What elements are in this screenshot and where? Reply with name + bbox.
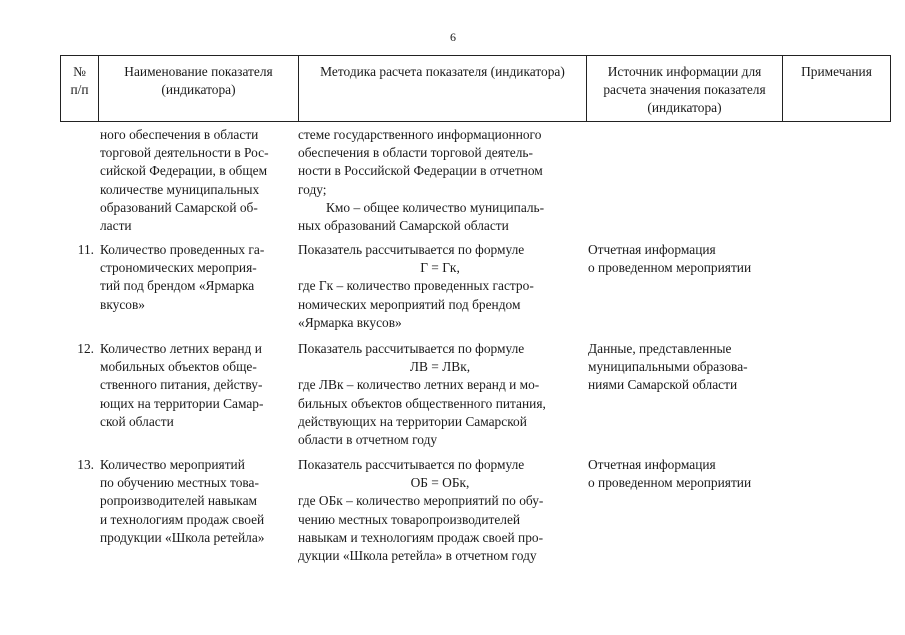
cont-name-cell	[100, 126, 294, 235]
source-cell	[588, 456, 788, 492]
header-num	[61, 56, 99, 122]
header-source-line: (индикатора)	[647, 100, 722, 116]
method-cell	[298, 456, 582, 565]
source-line: о проведенном мероприятии	[588, 475, 752, 491]
cont-name-line: образований Самарской об-	[100, 199, 258, 215]
source-cell	[588, 241, 788, 277]
method-line: номических мероприятий под брендом	[298, 296, 521, 312]
indicator-name-cell	[100, 456, 294, 547]
source-line: ниями Самарской области	[588, 377, 738, 393]
name-line: ющих на территории Самар-	[100, 395, 264, 411]
cont-name-line: торговой деятельности в Рос-	[100, 145, 269, 161]
formula: ОБ = ОБк,	[410, 475, 470, 491]
source-line: муниципальными образова-	[588, 359, 748, 375]
name-line: Количество летних веранд и	[100, 341, 262, 356]
source-line: Отчетная информация	[588, 457, 716, 472]
name-line: вкусов»	[100, 296, 145, 312]
row-number: 12.	[77, 341, 94, 356]
header-notes	[783, 56, 891, 122]
method-line: где ЛВк – количество летних веранд и мо-	[298, 377, 540, 393]
row-number: 11.	[77, 242, 94, 257]
method-line: где ОБк – количество мероприятий по обу-	[298, 493, 544, 509]
header-method	[299, 56, 587, 122]
indicator-name-cell	[100, 340, 294, 431]
source-line: о проведенном мероприятии	[588, 260, 752, 276]
name-line: ственного питания, действу-	[100, 377, 263, 393]
header-source	[587, 56, 783, 122]
header-method-line: Методика расчета показателя (индикатора)	[320, 64, 565, 79]
method-intro: Показатель рассчитывается по формуле	[298, 457, 525, 472]
indicator-name-cell	[100, 241, 294, 314]
cont-kmo-line: Кмо – общее количество муниципаль-	[326, 199, 545, 215]
method-intro: Показатель рассчитывается по формуле	[298, 341, 525, 356]
method-cell	[298, 340, 582, 449]
source-cell	[588, 340, 788, 395]
name-line: Количество проведенных га-	[100, 242, 265, 257]
method-intro: Показатель рассчитывается по формуле	[298, 242, 525, 257]
cont-name-line: сийской Федерации, в общем	[100, 163, 268, 179]
cont-method-line: году;	[298, 181, 327, 197]
method-line: чению местных товаропроизводителей	[298, 511, 521, 527]
method-cell	[298, 241, 582, 332]
cont-name-line: ного обеспечения в области	[100, 127, 259, 142]
method-line: действующих на территории Самарской	[298, 413, 527, 429]
page-number: 6	[450, 30, 456, 44]
name-line: и технологиям продаж своей	[100, 511, 265, 527]
method-line: «Ярмарка вкусов»	[298, 314, 402, 330]
name-line: тий под брендом «Ярмарка	[100, 278, 255, 294]
row-number: 13.	[77, 457, 94, 472]
name-line: по обучению местных това-	[100, 475, 259, 491]
method-line: навыкам и технологиям продаж своей про-	[298, 529, 544, 545]
formula: ЛВ = ЛВк,	[409, 359, 471, 375]
cont-method-line: ности в Российской Федерации в отчетном	[298, 163, 543, 179]
name-line: ской области	[100, 413, 174, 429]
source-line: Отчетная информация	[588, 242, 716, 257]
name-line: строномических мероприя-	[100, 260, 257, 276]
header-source-line: расчета значения показателя	[603, 82, 766, 98]
header-num-line: №	[73, 64, 86, 79]
table-header	[60, 55, 891, 122]
header-name-line: (индикатора)	[161, 82, 236, 98]
cont-name-line: количестве муниципальных	[100, 181, 260, 197]
method-line: дукции «Школа ретейла» в отчетном году	[298, 548, 537, 564]
formula: Г = Гк,	[420, 260, 460, 276]
cont-method-line: стеме государственного информационного	[298, 127, 542, 142]
name-line: продукции «Школа ретейла»	[100, 529, 265, 545]
method-line: где Гк – количество проведенных гастро-	[298, 278, 534, 294]
cont-method-cell	[298, 126, 582, 235]
cont-kmo-line: ных образований Самарской области	[298, 218, 509, 234]
header-name	[99, 56, 299, 122]
header-num-line: п/п	[70, 82, 89, 98]
name-line: мобильных объектов обще-	[100, 359, 257, 375]
method-line: бильных объектов общественного питания,	[298, 395, 546, 411]
header-notes-line: Примечания	[801, 64, 872, 79]
name-line: Количество мероприятий	[100, 457, 245, 472]
cont-name-line: ласти	[100, 218, 132, 234]
cont-method-line: обеспечения в области торговой деятель-	[298, 145, 533, 161]
name-line: ропроизводителей навыкам	[100, 493, 258, 509]
method-line: области в отчетном году	[298, 432, 438, 448]
header-name-line: Наименование показателя	[124, 64, 273, 79]
header-source-line: Источник информации для	[607, 64, 762, 79]
source-line: Данные, представленные	[588, 341, 732, 356]
